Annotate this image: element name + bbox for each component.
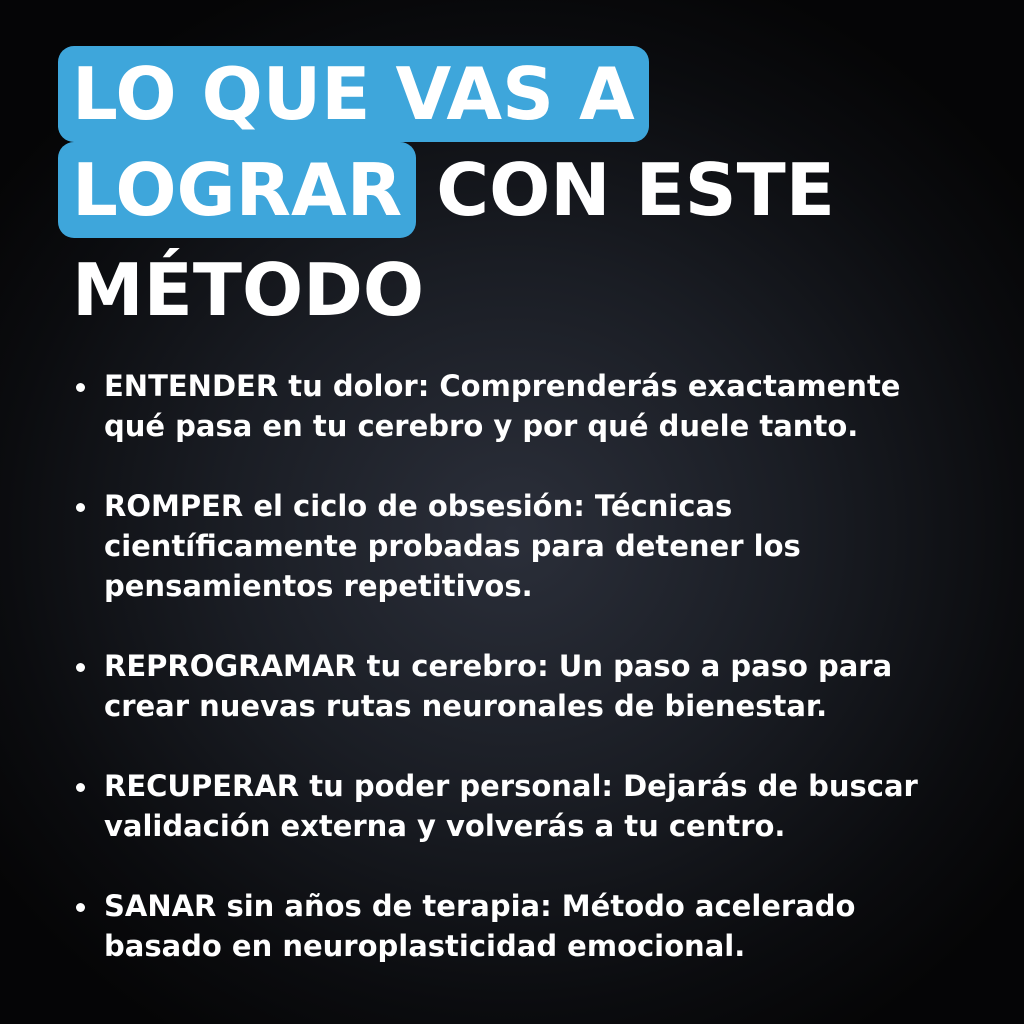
- headline: [0, 0, 1024, 340]
- bullet-dot-icon: [76, 383, 85, 392]
- list-item-line: ROMPER el ciclo de obsesión: Técnicas: [104, 489, 733, 523]
- list-item: [74, 886, 994, 966]
- list-item: [74, 366, 994, 446]
- list-item-line: SANAR sin años de terapia: Método acelerado: [104, 889, 856, 923]
- headline-highlight-1: LO QUE VAS A: [58, 46, 649, 142]
- bullet-dot-icon: [76, 503, 85, 512]
- list-item-line: ENTENDER tu dolor: Comprenderás exactamente: [104, 369, 901, 403]
- headline-line-3: MÉTODO: [72, 248, 425, 332]
- list-item-line: qué pasa en tu cerebro y por qué duele tanto.: [104, 409, 859, 443]
- bullet-dot-icon: [76, 903, 85, 912]
- headline-line-1: [58, 44, 649, 144]
- list-item-line: basado en neuroplasticidad emocional.: [104, 929, 746, 963]
- list-item-line: pensamientos repetitivos.: [104, 569, 533, 603]
- list-item-line: validación externa y volverás a tu centro.: [104, 809, 786, 843]
- list-item-line: científicamente probadas para detener los: [104, 529, 801, 563]
- headline-line-2-rest: CON ESTE: [436, 148, 835, 232]
- list-item: [74, 766, 994, 846]
- bullet-dot-icon: [76, 783, 85, 792]
- list-item: [74, 646, 994, 726]
- list-item-line: crear nuevas rutas neuronales de bienestar.: [104, 689, 828, 723]
- headline-highlight-2: LOGRAR: [58, 142, 416, 238]
- bullet-dot-icon: [76, 663, 85, 672]
- benefits-list: [74, 366, 994, 1006]
- headline-line-2: [58, 140, 835, 240]
- list-item: [74, 486, 994, 606]
- list-item-line: RECUPERAR tu poder personal: Dejarás de buscar: [104, 769, 918, 803]
- list-item-line: REPROGRAMAR tu cerebro: Un paso a paso para: [104, 649, 893, 683]
